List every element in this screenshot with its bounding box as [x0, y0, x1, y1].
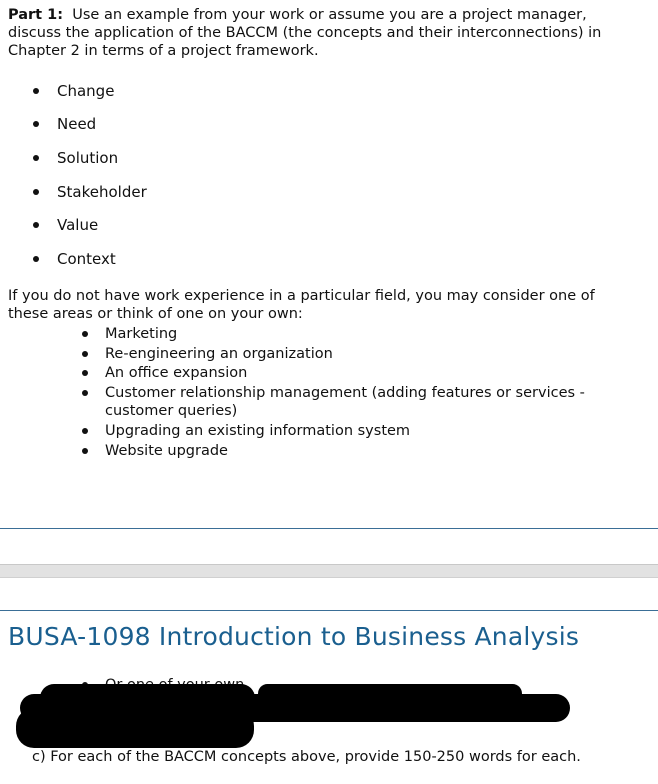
- bullet-icon: [33, 88, 39, 94]
- bullet-icon: [82, 448, 88, 454]
- page-rule-header: [0, 610, 658, 611]
- list-item-text: Upgrading an existing information system: [105, 423, 411, 439]
- list-item-text: Customer relationship management (adding features or services - customer queries): [105, 385, 585, 419]
- bullet-icon: [82, 370, 88, 376]
- list-item-text: Context: [57, 250, 116, 268]
- list-item-text: Solution: [57, 149, 119, 167]
- list-item-text: Stakeholder: [57, 183, 147, 201]
- part1-label: Part 1:: [8, 7, 64, 23]
- list-item-text: Value: [57, 216, 99, 234]
- bullet-icon: [82, 331, 88, 337]
- part1-instructions: [8, 6, 638, 60]
- page-rule-top: [0, 528, 658, 529]
- part-c-instruction: c) For each of the BACCM concepts above, provide 150-250 words for each.: [32, 749, 581, 765]
- list-item-text: An office expansion: [105, 365, 248, 381]
- redaction-mark: [16, 708, 254, 748]
- page-break: [0, 564, 658, 578]
- list-item-text: Website upgrade: [105, 443, 228, 459]
- part1-text: Use an example from your work or assume you are a project manager, discuss the application of the BACCM (the concepts and their interconnections) in Chapter 2 in terms of a project framework.: [8, 7, 602, 59]
- bullet-icon: [82, 390, 88, 396]
- bullet-icon: [33, 189, 39, 195]
- list-item-text: Re-engineering an organization: [105, 346, 333, 362]
- bullet-icon: [33, 256, 39, 262]
- alternatives-intro: If you do not have work experience in a particular field, you may consider one of these areas or think of one on your own:: [8, 288, 595, 322]
- course-title: BUSA-1098 Introduction to Business Analysis: [8, 622, 580, 651]
- list-item-text: Need: [57, 115, 97, 133]
- bullet-icon: [33, 222, 39, 228]
- list-item-text: Change: [57, 82, 115, 100]
- list-item-text: Marketing: [105, 326, 178, 342]
- bullet-icon: [82, 428, 88, 434]
- bullet-icon: [82, 351, 88, 357]
- bullet-icon: [33, 155, 39, 161]
- bullet-icon: [33, 121, 39, 127]
